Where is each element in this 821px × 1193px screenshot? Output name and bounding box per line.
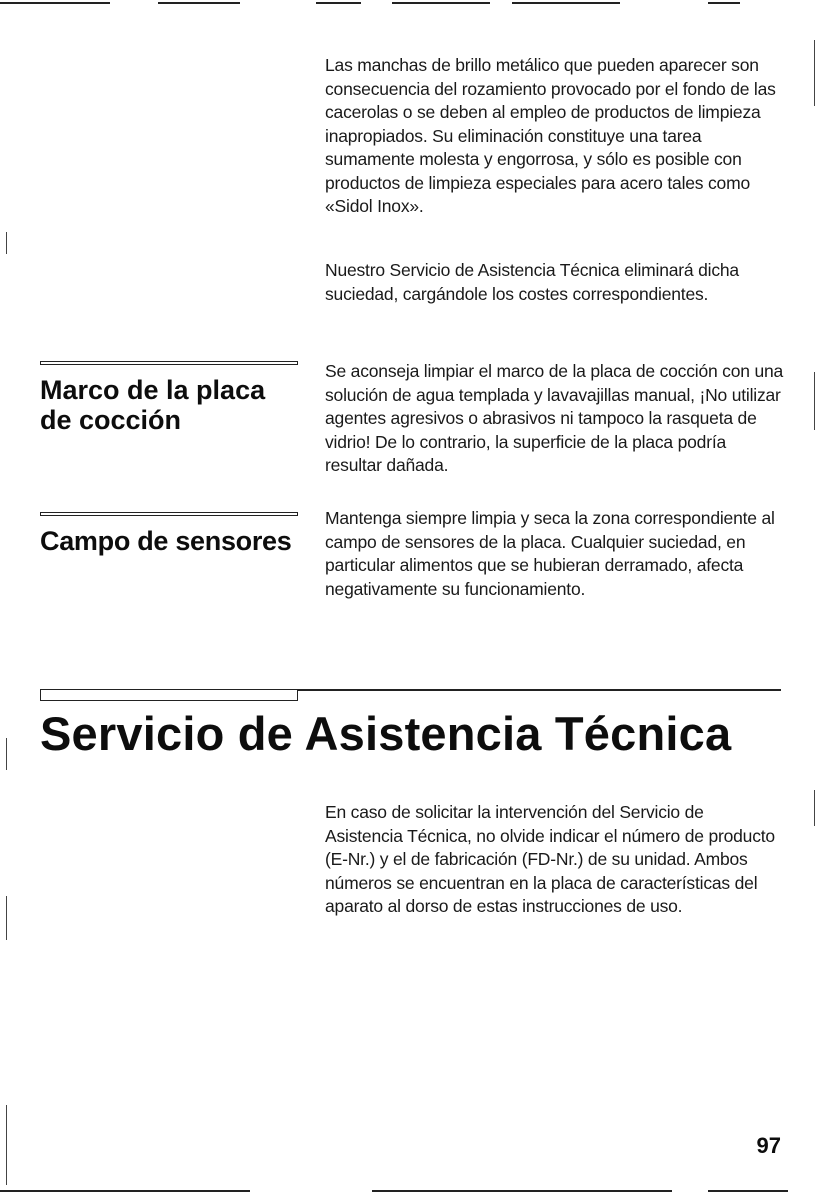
top-scan-line-5 [512,2,620,4]
servicio-suciedad-paragraph: Nuestro Servicio de Asistencia Técnica eliminará dicha suciedad, cargándole los costes correspondientes. [325,260,739,304]
bottom-scan-line-3 [708,1190,788,1192]
page-number: 97 [756,1133,781,1158]
right-margin-mark-3 [814,790,815,826]
top-scan-line-3 [316,2,361,4]
marco-paragraph: Se aconseja limpiar el marco de la placa de cocción con una solución de agua templada y lavavajillas manual, ¡No utilizar agentes agresivos o abrasivos ni tampoco la rasqueta de vidrio! De lo contrario, la superficie de la placa podría resultar dañada. [325,361,784,475]
bottom-scan-line-2 [372,1190,672,1192]
top-scan-line-2 [158,2,240,4]
left-margin-mark-1 [6,232,7,254]
asistencia-long-rule [298,689,781,691]
right-margin-mark-2 [814,372,815,430]
asistencia-title: Servicio de Asistencia Técnica [40,707,732,760]
sensores-heading: Campo de sensores [40,526,292,556]
bottom-scan-line-1 [0,1190,250,1192]
sensores-paragraph: Mantenga siempre limpia y seca la zona correspondiente al campo de sensores de la placa. Cualquier suciedad, en particular alimentos que se hubieran derramado, afecta negativamente su funcionamiento. [325,508,775,599]
asistencia-section-rule [40,689,298,701]
left-margin-mark-2 [6,738,7,770]
right-margin-mark-1 [814,40,815,106]
brillo-paragraph: Las manchas de brillo metálico que pueden aparecer son consecuencia del rozamiento provocado por el fondo de las cacerolas o se deben al empleo de productos de limpieza inapropiados. Su eliminación constituye una tarea sumamente molesta y engorrosa, y sólo es posible con productos de limpieza especiales para acero tales como «Sidol Inox». [325,55,776,216]
sensores-section-rule [40,512,298,516]
top-scan-line-1 [0,2,110,4]
asistencia-paragraph: En caso de solicitar la intervención del Servicio de Asistencia Técnica, no olvide indicar el número de producto (E-Nr.) y el de fabricación (FD-Nr.) de su unidad. Ambos números se encuentran en la placa de características del aparato al dorso de estas instrucciones de uso. [325,802,775,916]
marco-heading: Marco de la placa de cocción [40,375,266,435]
marco-section-rule [40,361,298,365]
left-margin-mark-3 [6,896,7,940]
top-scan-line-4 [392,2,490,4]
top-scan-line-6 [708,2,740,4]
left-margin-mark-4 [6,1105,7,1185]
